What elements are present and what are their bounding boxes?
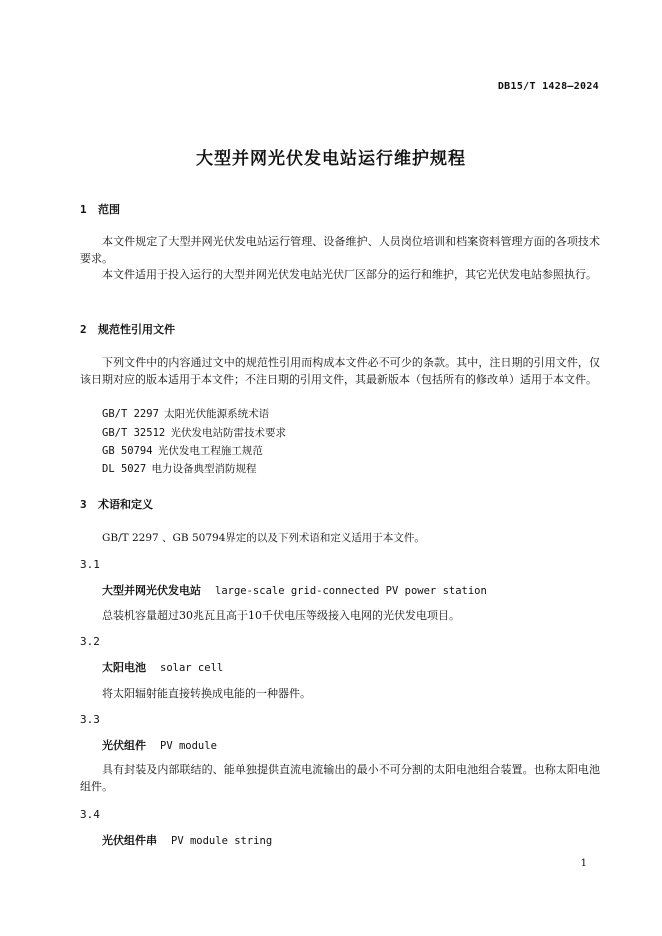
reference-name: 光伏发电工程施工规范 [157,445,263,457]
section-number: 3 [80,498,87,511]
reference-name: 电力设备典型消防规程 [151,463,257,475]
section-number: 1 [80,203,87,216]
section-3-heading [80,496,153,512]
term-zh: 光伏组件 [102,739,146,752]
reference-code: GB/T 2297 [102,408,159,420]
term-number: 3.1 [80,558,100,571]
term-definition: 具有封装及内部联结的、能单独提供直流电流输出的最小不可分割的太阳电池组合装置。也称太阳电池组件。 [80,763,600,793]
term-en: PV module string [171,835,273,847]
section-title: 规范性引用文件 [98,323,175,336]
term-zh: 太阳电池 [102,661,146,674]
paragraph: 本文件适用于投入运行的大型并网光伏发电站光伏厂区部分的运行和维护，其它光伏发电站参照执行。 [102,268,597,281]
term-zh: 大型并网光伏发电站 [102,584,201,597]
term-entry [102,737,217,753]
reference-code: DL 5027 [102,463,147,475]
paragraph: 本文件规定了大型并网光伏发电站运行管理、设备维护、人员岗位培训和档案资料管理方面的各项技术要求。 [80,235,600,265]
reference-name: 光伏发电站防雷技术要求 [170,427,286,439]
term-entry [102,832,272,848]
term-entry [102,659,223,675]
term-entry [102,582,487,598]
term-number: 3.3 [80,713,100,726]
term-definition: 总装机容量超过30兆瓦且高于10千伏电压等级接入电网的光伏发电项目。 [102,609,460,622]
section-title: 范围 [98,203,120,216]
reference-code: GB/T 32512 [102,427,166,439]
section-number: 2 [80,323,87,336]
reference-item [102,425,286,440]
term-en: PV module [160,740,217,752]
term-number: 3.2 [80,635,100,648]
term-en: solar cell [160,662,224,674]
page-number: 1 [580,858,587,869]
document-title: 大型并网光伏发电站运行维护规程 [196,149,466,169]
reference-item [102,406,269,421]
reference-item [102,443,263,458]
standard-code: DB15/T 1428—2024 [497,81,599,92]
section-2-heading [80,321,175,337]
term-number: 3.4 [80,808,100,821]
reference-name: 太阳光伏能源系统术语 [164,408,270,420]
section-title: 术语和定义 [98,498,153,511]
paragraph: 下列文件中的内容通过文中的规范性引用而构成本文件必不可少的条款。其中，注日期的引用文件，仅该日期对应的版本适用于本文件；不注日期的引用文件，其最新版本（包括所有的修改单）适用于本文件。 [80,356,600,386]
paragraph: GB/T 2297 、GB 50794界定的以及下列术语和定义适用于本文件。 [102,532,425,544]
term-en: large-scale grid-connected PV power station [215,585,487,597]
section-1-heading [80,201,120,217]
reference-item [102,461,257,476]
reference-code: GB 50794 [102,445,153,457]
term-zh: 光伏组件串 [102,834,157,847]
term-definition: 将太阳辐射能直接转换成电能的一种器件。 [102,687,311,700]
